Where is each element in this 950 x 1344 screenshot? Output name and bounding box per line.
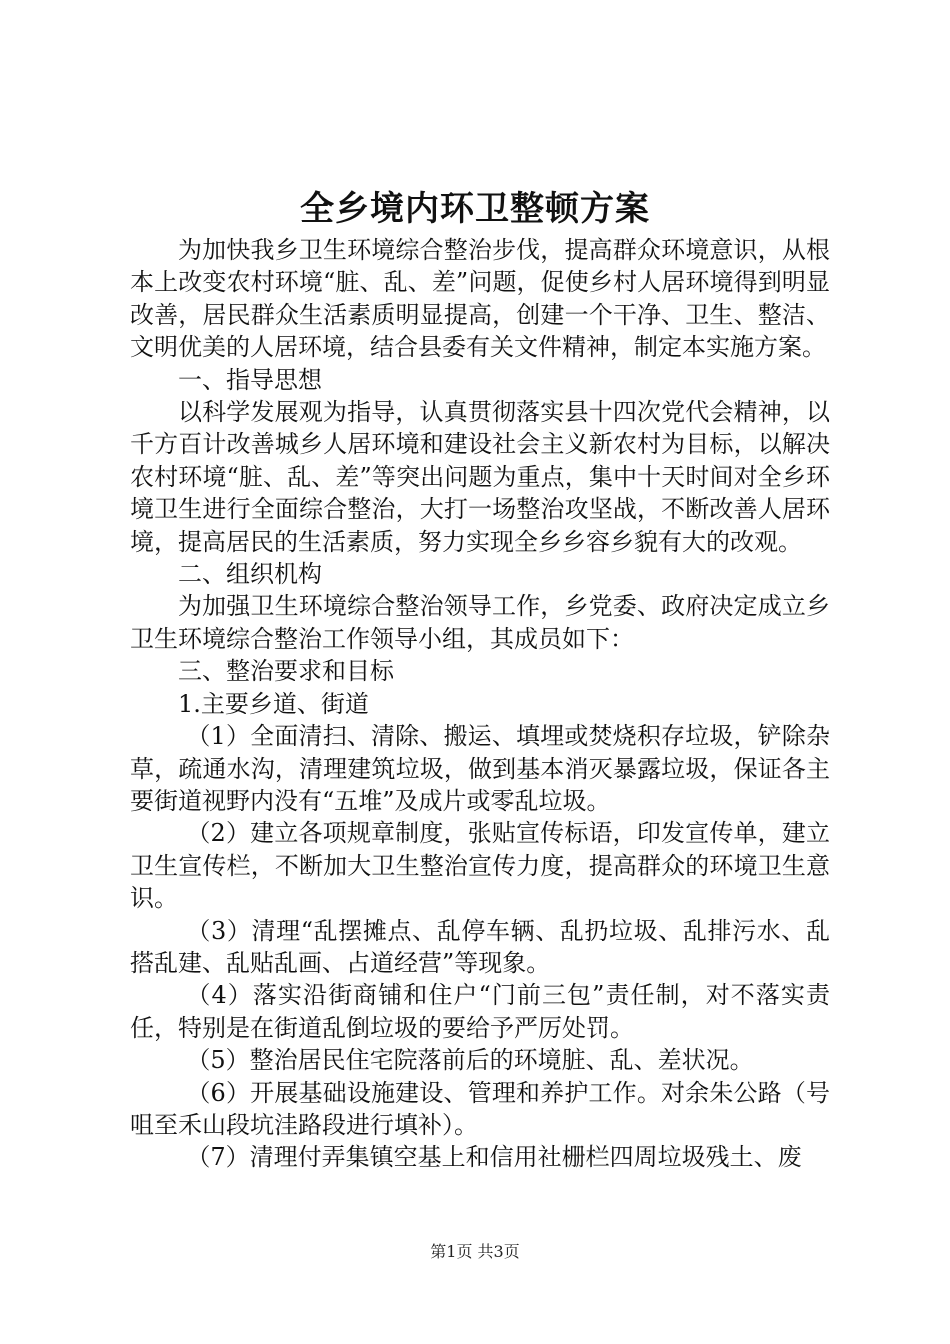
list-item: （5）整治居民住宅院落前后的环境脏、乱、差状况。 — [186, 1046, 754, 1075]
document-title: 全乡境内环卫整顿方案 — [300, 189, 650, 229]
document-body — [130, 234, 830, 1174]
organization-paragraph: 为加强卫生环境综合整治领导工作，乡党委、政府决定成立乡卫生环境综合整治工作领导小组，其成员如下： — [130, 592, 830, 653]
subsection-heading-roads: 1.主要乡道、街道 — [178, 689, 369, 718]
list-item: （1）全面清扫、清除、搬运、填埋或焚烧积存垃圾，铲除杂草，疏通水沟，清理建筑垃圾，做到基本消灭暴露垃圾，保证各主要街道视野内没有“五堆”及成片或零乱垃圾。 — [130, 722, 830, 815]
page-number-footer: 第1页 共3页 — [430, 1242, 520, 1261]
list-item: （7）清理付弄集镇空基上和信用社栅栏四周垃圾残土、废 — [186, 1143, 802, 1172]
section-heading-guiding-thought: 一、指导思想 — [178, 365, 322, 394]
section-heading-organization: 二、组织机构 — [178, 560, 322, 589]
guiding-thought-paragraph: 以科学发展观为指导，认真贯彻落实县十四次党代会精神，以千方百计改善城乡人居环境和建设社会主义新农村为目标，以解决农村环境“脏、乱、差”等突出问题为重点，集中十天时间对全乡环境卫生进行全面综合整治，大打一场整治攻坚战，不断改善人居环境，提高居民的生活素质，努力实现全乡乡容乡貌有大的改观。 — [130, 398, 830, 556]
intro-paragraph: 为加快我乡卫生环境综合整治步伐，提高群众环境意识，从根本上改变农村环境“脏、乱、差”问题，促使乡村人居环境得到明显改善，居民群众生活素质明显提高，创建一个干净、卫生、整洁、文明优美的人居环境，结合县委有关文件精神，制定本实施方案。 — [130, 236, 830, 362]
section-heading-requirements: 三、整治要求和目标 — [178, 657, 394, 686]
list-item: （2）建立各项规章制度，张贴宣传标语，印发宣传单，建立卫生宣传栏，不断加大卫生整治宣传力度，提高群众的环境卫生意识。 — [130, 819, 830, 913]
list-item: （4）落实沿街商铺和住户“门前三包”责任制，对不落实责任，特别是在街道乱倒垃圾的要给予严厉处罚。 — [130, 981, 830, 1042]
list-item: （3）清理“乱摆摊点、乱停车辆、乱扔垃圾、乱排污水、乱搭乱建、乱贴乱画、占道经营”等现象。 — [130, 916, 830, 977]
list-item: （6）开展基础设施建设、管理和养护工作。对余朱公路（号咀至禾山段坑洼路段进行填补）。 — [130, 1078, 830, 1139]
